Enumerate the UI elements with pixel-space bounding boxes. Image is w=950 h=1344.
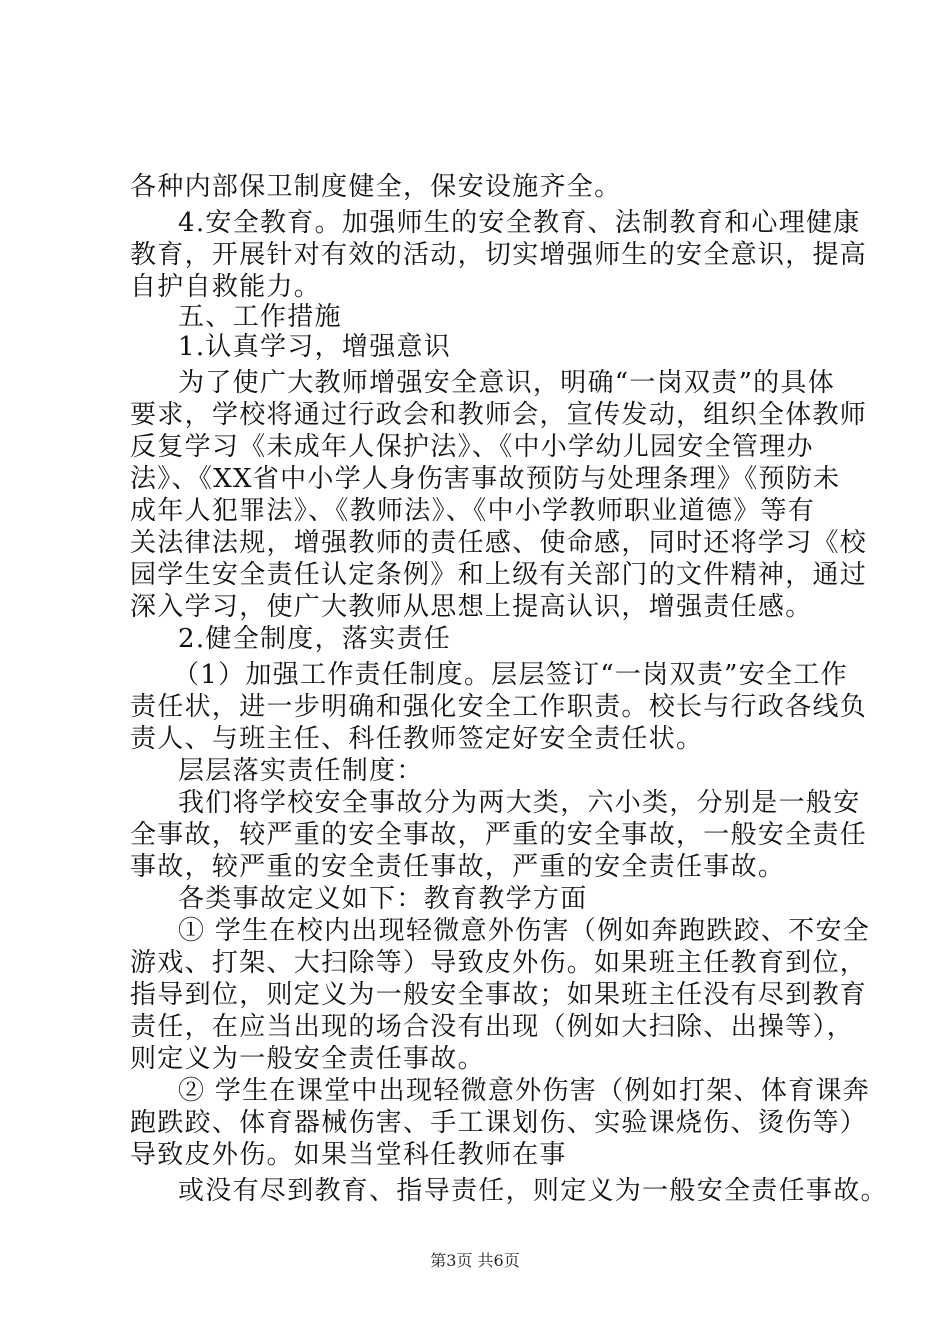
text-line: 法》、《XX省中小学人身伤害事故预防与处理条理》《预防未 — [130, 464, 841, 494]
text-line: 指导到位，则定义为一般安全事故；如果班主任没有尽到教育 — [130, 980, 868, 1010]
text-line: 责人、与班主任、科任教师签定好安全责任状。 — [130, 724, 704, 754]
text-line: 园学生安全责任认定条例》和上级有关部门的文件精神，通过 — [130, 560, 868, 590]
section-heading: 五、工作措施 — [178, 302, 342, 332]
text-line: 成年人犯罪法》、《教师法》、《中小学教师职业道德》等有 — [130, 496, 816, 526]
text-line: 反复学习《未成年人保护法》、《中小学幼儿园安全管理办 — [130, 432, 814, 462]
text-line: 关法律法规，增强教师的责任感、使命感，同时还将学习《校 — [130, 528, 868, 558]
text-line: 深入学习，使广大教师从思想上提高认识，增强责任感。 — [130, 592, 813, 622]
text-line: 各种内部保卫制度健全，保安设施齐全。 — [130, 172, 622, 202]
text-line: 教育，开展针对有效的活动，切实增强师生的安全意识，提高 — [130, 240, 868, 270]
text-line: 则定义为一般安全责任事故。 — [130, 1044, 485, 1074]
text-line: 跑跌跤、体育器械伤害、手工课划伤、实验课烧伤、烫伤等） — [130, 1108, 868, 1138]
text-line: 导致皮外伤。如果当堂科任教师在事 — [130, 1140, 567, 1170]
text-line: 各类事故定义如下：教育教学方面 — [178, 884, 588, 914]
text-line: 层层落实责任制度： — [178, 756, 424, 786]
text-line: 责任状，进一步明确和强化安全工作职责。校长与行政各线负 — [130, 692, 868, 722]
page-number: 第3页 共6页 — [430, 1251, 520, 1270]
text-line: 为了使广大教师增强安全意识，明确“一岗双责”的具体 — [178, 368, 836, 398]
text-line: （1）加强工作责任制度。层层签订“一岗双责”安全工作 — [173, 660, 848, 690]
text-line: 事故，较严重的安全责任事故，严重的安全责任事故。 — [130, 852, 786, 882]
text-line: 要求，学校将通过行政会和教师会，宣传发动，组织全体教师 — [130, 400, 868, 430]
text-line: 责任，在应当出现的场合没有出现（例如大扫除、出操等）， — [130, 1012, 855, 1042]
text-line: 或没有尽到教育、指导责任，则定义为一般安全责任事故。 — [178, 1176, 888, 1206]
text-line: 我们将学校安全事故分为两大类，六小类，分别是一般安 — [178, 788, 861, 818]
text-line: 自护自救能力。 — [130, 272, 322, 302]
text-line: 游戏、打架、大扫除等）导致皮外伤。如果班主任教育到位， — [130, 948, 868, 978]
subsection-heading: 2.健全制度，落实责任 — [178, 624, 452, 654]
list-item: ① 学生在校内出现轻微意外伤害（例如奔跑跌跤、不安全 — [178, 916, 871, 946]
text-line: 4.安全教育。加强师生的安全教育、法制教育和心理健康 — [178, 208, 861, 238]
subsection-heading: 1.认真学习，增强意识 — [178, 332, 452, 362]
text-line: 全事故，较严重的安全事故，严重的安全事故，一般安全责任 — [130, 820, 868, 850]
list-item: ② 学生在课堂中出现轻微意外伤害（例如打架、体育课奔 — [178, 1076, 871, 1106]
